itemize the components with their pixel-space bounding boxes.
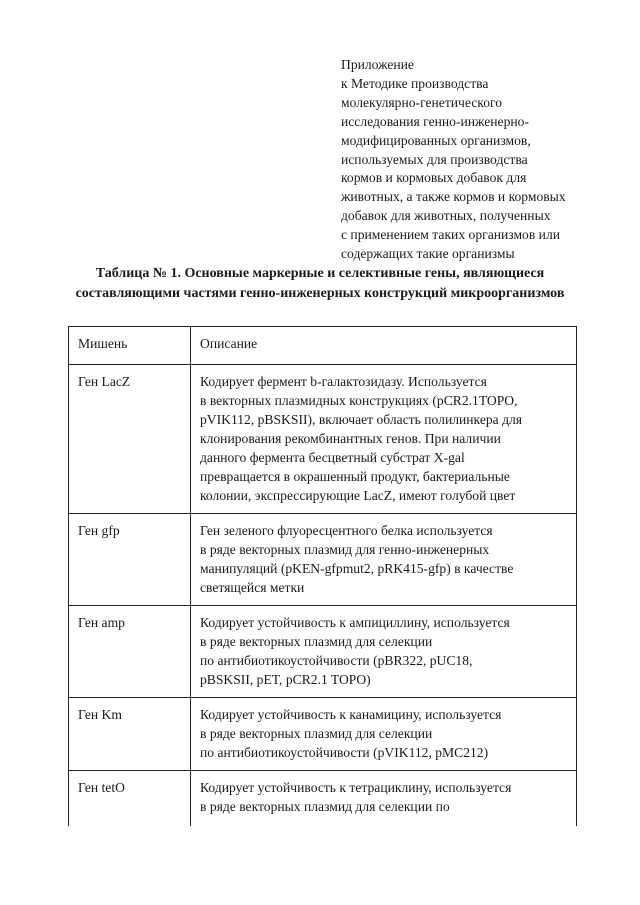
description-line: в ряде векторных плазмид для селекции <box>200 634 433 649</box>
appendix-line: Приложение <box>341 57 414 72</box>
appendix-line: исследования генно-инженерно- <box>341 113 529 129</box>
description-line: колонии, экспрессирующие LacZ, имеют голубой цвет <box>200 488 516 503</box>
table-caption-line-1: Таблица № 1. Основные маркерные и селективные гены, являющиеся <box>95 266 545 281</box>
description-line: превращается в окрашенный продукт, бактериальные <box>200 469 510 484</box>
description-line: манипуляций (pKEN-gfpmut2, pRK415-gfp) в качестве <box>200 561 514 576</box>
appendix-line: с применением таких организмов или <box>341 227 561 243</box>
appendix-line: используемых для производства <box>341 151 528 167</box>
description-line: pVIK112, pBSKSII), включает область полилинкера для <box>200 412 523 427</box>
description-line: в ряде векторных плазмид для генно-инженерных <box>200 542 490 557</box>
description-cell <box>191 365 577 514</box>
table-row <box>69 771 577 827</box>
description-line: в ряде векторных плазмид для селекции по <box>200 799 450 814</box>
appendix-line: животных, а также кормов и кормовых <box>341 189 566 205</box>
appendix-line: модифицированных организмов, <box>341 132 531 148</box>
description-line: Ген зеленого флуоресцентного белка используется <box>200 523 493 538</box>
description-line: светящейся метки <box>200 580 305 595</box>
description-line: pBSKSII, pET, pCR2.1 TOPO) <box>200 672 371 687</box>
appendix-line: к Методике производства <box>341 75 489 91</box>
appendix-line: добавок для животных, полученных <box>341 208 551 224</box>
description-line: Кодирует устойчивость к ампициллину, используется <box>200 615 510 630</box>
description-line: Кодирует устойчивость к тетрациклину, используется <box>200 780 512 795</box>
table-header-row <box>69 327 577 365</box>
description-line: по антибиотикоустойчивости (pBR322, pUC18, <box>200 653 473 668</box>
description-line: Кодирует устойчивость к канамицину, используется <box>200 707 502 722</box>
appendix-line: содержащих такие организмы <box>341 246 515 262</box>
target-cell: Ген tetO <box>69 771 191 827</box>
table-row <box>69 365 577 514</box>
table-row <box>69 606 577 698</box>
table-row <box>69 514 577 606</box>
target-cell: Ген Km <box>69 698 191 771</box>
header-target: Мишень <box>69 327 191 365</box>
description-line: клонирования рекомбинантных генов. При наличии <box>200 431 501 446</box>
appendix-block <box>341 56 631 264</box>
appendix-line: кормов и кормовых добавок для <box>341 170 527 186</box>
target-cell: Ген amp <box>69 606 191 698</box>
description-line: в векторных плазмидных конструкциях (pCR2.1TOPO, <box>200 393 518 408</box>
target-cell: Ген gfp <box>69 514 191 606</box>
description-cell <box>191 771 577 827</box>
header-description: Описание <box>191 327 577 365</box>
table-row <box>69 698 577 771</box>
marker-genes-table <box>68 326 577 826</box>
description-cell <box>191 698 577 771</box>
table-caption-line-2: составляющими частями генно-инженерных конструкций микроорганизмов <box>75 286 565 301</box>
description-line: Кодирует фермент b-галактозидазу. Используется <box>200 374 487 389</box>
description-line: в ряде векторных плазмид для селекции <box>200 726 433 741</box>
target-cell: Ген LacZ <box>69 365 191 514</box>
description-cell <box>191 514 577 606</box>
description-line: данного фермента бесцветный субстрат X-gal <box>200 450 465 465</box>
appendix-line: молекулярно-генетического <box>341 94 503 110</box>
description-cell <box>191 606 577 698</box>
description-line: по антибиотикоустойчивости (pVIK112, pMC212) <box>200 745 489 760</box>
